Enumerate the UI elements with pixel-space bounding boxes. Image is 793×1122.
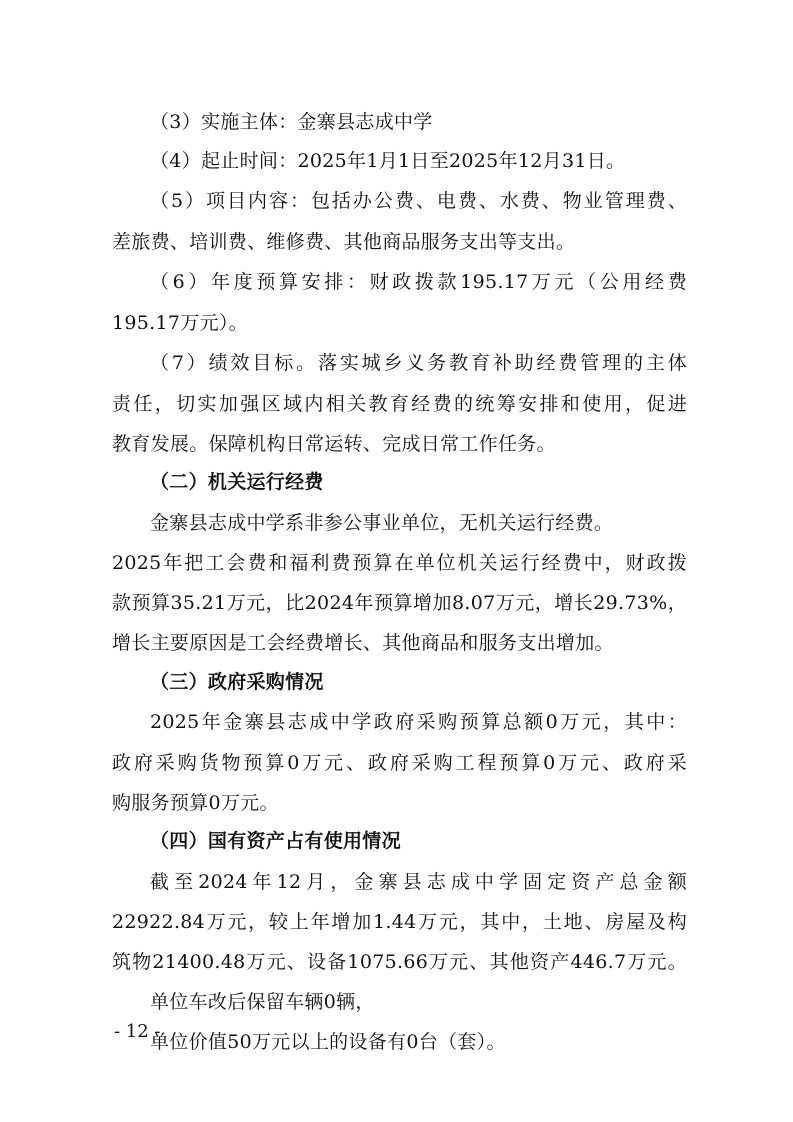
item-5-content-line1: （5）项目内容：包括办公费、电费、水费、物业管理费、 [150, 190, 687, 212]
operating-expenses-line4: 增长主要原因是工会经费增长、其他商品和服务支出增加。 [112, 632, 614, 654]
operating-expenses-line1: 金寨县志成中学系非参公事业单位，无机关运行经费。 [150, 512, 614, 534]
item-6-budget-line2: 195.17万元）。 [112, 312, 248, 334]
item-6-budget-line1: （6）年度预算安排：财政拨款195.17万元（公用经费 [150, 271, 687, 293]
item-3-implementer: （3）实施主体：金寨县志成中学 [150, 111, 433, 133]
operating-expenses-line3: 款预算35.21万元，比2024年预算增加8.07万元，增长29.73%， [112, 592, 687, 614]
assets-equipment-line: 单位价值50万元以上的设备有0台（套）。 [150, 1031, 506, 1053]
page-number: - 12 - [114, 1021, 161, 1042]
procurement-line1: 2025年金寨县志成中学政府采购预算总额0万元，其中： [150, 711, 687, 733]
item-4-period: （4）起止时间：2025年1月1日至2025年12月31日。 [150, 150, 626, 172]
procurement-line3: 购服务预算0万元。 [112, 792, 279, 814]
section-heading-procurement: （三）政府采购情况 [150, 671, 324, 693]
assets-line3: 筑物21400.48万元、设备1075.66万元、其他资产446.7万元。 [112, 951, 687, 973]
assets-line2: 22922.84万元，较上年增加1.44万元，其中，土地、房屋及构 [112, 911, 687, 933]
section-heading-state-assets: （四）国有资产占有使用情况 [150, 830, 401, 852]
item-7-goal-line1: （7）绩效目标。落实城乡义务教育补助经费管理的主体 [150, 352, 687, 374]
section-heading-operating-expenses: （二）机关运行经费 [150, 471, 324, 493]
item-7-goal-line3: 教育发展。保障机构日常运转、完成日常工作任务。 [112, 433, 556, 455]
item-7-goal-line2: 责任，切实加强区域内相关教育经费的统筹安排和使用，促进 [112, 393, 687, 415]
operating-expenses-line2: 2025年把工会费和福利费预算在单位机关运行经费中，财政拨 [112, 552, 687, 574]
item-5-content-line2: 差旅费、培训费、维修费、其他商品服务支出等支出。 [112, 231, 576, 253]
assets-line1: 截至2024年12月，金寨县志成中学固定资产总金额 [150, 871, 687, 893]
procurement-line2: 政府采购货物预算0万元、政府采购工程预算0万元、政府采 [112, 752, 687, 774]
assets-vehicles-line: 单位车改后保留车辆0辆， [150, 991, 375, 1013]
